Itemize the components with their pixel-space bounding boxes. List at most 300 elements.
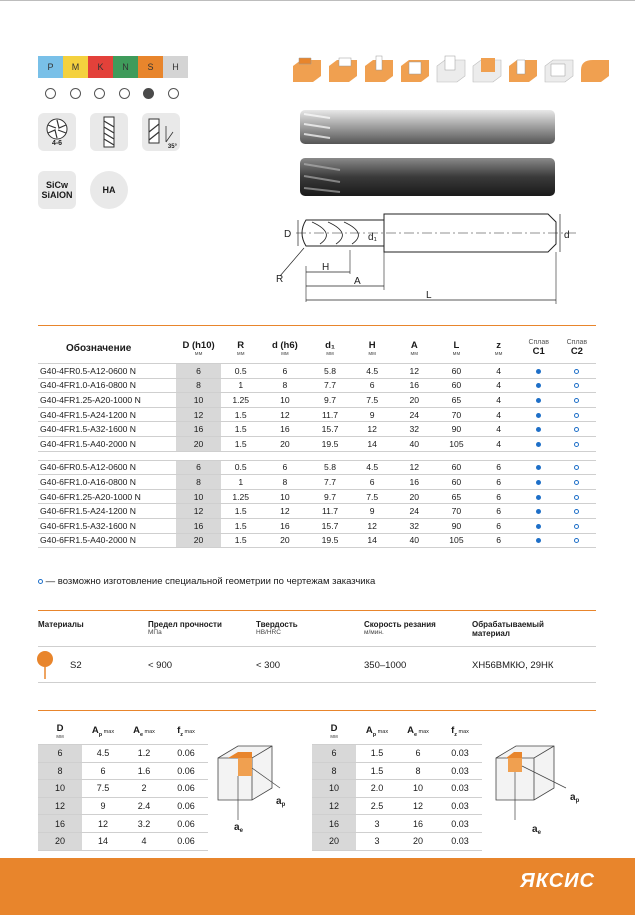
alloy-c2-cell xyxy=(558,393,596,408)
value-cell: 4 xyxy=(478,378,520,393)
value-cell: 90 xyxy=(435,422,477,437)
value-cell: 10 xyxy=(176,489,220,504)
coating-icon xyxy=(38,171,76,209)
coating-line-2: SiAlON xyxy=(41,190,73,200)
helix-angle-icon xyxy=(142,113,180,151)
left-cut-cell: 2 xyxy=(124,780,164,798)
value-cell: 7.7 xyxy=(309,378,351,393)
filled-dot-icon xyxy=(536,495,541,500)
cross-section-icon xyxy=(44,118,70,140)
table-row xyxy=(38,533,596,548)
slot-milling-icon xyxy=(363,52,395,84)
ramping-icon xyxy=(507,52,539,84)
left-cut-cell: 6 xyxy=(82,762,124,780)
value-cell: 4 xyxy=(478,436,520,451)
col-header-unit-5: мм xyxy=(368,350,376,357)
left-cut-cell: 0.06 xyxy=(164,832,208,850)
value-cell: 15.7 xyxy=(309,422,351,437)
value-cell: 16 xyxy=(261,518,309,533)
iso-circle-p xyxy=(45,88,56,99)
right-cut-row xyxy=(312,797,482,815)
value-cell: 6 xyxy=(261,364,309,379)
left-cut-cell: 10 xyxy=(38,780,82,798)
mat-header-materials: Материалы xyxy=(38,620,84,629)
value-cell: 9.7 xyxy=(309,393,351,408)
value-cell: 1.5 xyxy=(221,407,261,422)
group-gap-cell xyxy=(38,451,596,460)
right-cut-cell: 10 xyxy=(312,780,356,798)
col-header-10 xyxy=(558,333,596,364)
left-cut-row xyxy=(38,780,208,798)
cutting-table-left xyxy=(38,718,208,851)
value-cell: 7.7 xyxy=(309,475,351,490)
hollow-dot-icon xyxy=(38,579,43,584)
label-H: H xyxy=(322,262,330,273)
value-cell: 8 xyxy=(176,378,220,393)
alloy-c2-cell xyxy=(558,504,596,519)
right-cut-cell: 0.03 xyxy=(438,797,482,815)
col-header-label-6: A xyxy=(410,339,418,351)
ae-label-right: $a_e$ xyxy=(532,824,541,834)
cutting-right-body xyxy=(312,745,482,851)
right-cut-header-2: $A_e$ max xyxy=(407,724,429,738)
left-cut-cell: 4.5 xyxy=(82,745,124,763)
value-cell: 6 xyxy=(478,475,520,490)
col-header-2 xyxy=(221,333,261,364)
right-cut-row xyxy=(312,832,482,850)
designation-cell: G40-4FR1.5-A40-2000 N xyxy=(38,436,176,451)
hollow-dot-icon xyxy=(574,413,579,418)
value-cell: 20 xyxy=(176,533,220,548)
left-cut-max-2: max xyxy=(143,728,155,735)
value-cell: 8 xyxy=(261,475,309,490)
filled-dot-icon xyxy=(536,398,541,403)
helix-cutter-icon xyxy=(90,113,128,151)
alloy-c1-cell xyxy=(520,422,558,437)
hollow-dot-icon xyxy=(574,427,579,432)
value-cell: 4.5 xyxy=(351,460,393,475)
col-header-unit-7: мм xyxy=(452,350,461,357)
alloy-c1-cell xyxy=(520,364,558,379)
value-cell: 12 xyxy=(261,504,309,519)
mat-header-speed: Скорость резания м/мин. xyxy=(364,620,436,636)
flute-count-icon xyxy=(38,113,76,151)
left-cut-max-1: max xyxy=(102,728,115,735)
value-cell: 12 xyxy=(176,407,220,422)
col-header-label-3: d (h6) xyxy=(271,339,298,351)
table-row xyxy=(38,489,596,504)
value-cell: 60 xyxy=(435,364,477,379)
coating-line-1: SiCw xyxy=(45,180,68,190)
alloy-c1-cell xyxy=(520,436,558,451)
alloy-c2-cell xyxy=(558,533,596,548)
value-cell: 16 xyxy=(261,422,309,437)
left-cut-cell: 1.2 xyxy=(124,745,164,763)
right-cut-header-3: $f_z$ max xyxy=(451,724,469,738)
alloy-c1-cell xyxy=(520,504,558,519)
value-cell: 4 xyxy=(478,407,520,422)
top-divider xyxy=(0,0,635,1)
designation-cell: G40-6FR0.5-A12-0600 N xyxy=(38,460,176,475)
right-cut-cell: 6 xyxy=(398,745,438,763)
value-cell: 60 xyxy=(435,475,477,490)
value-cell: 60 xyxy=(435,378,477,393)
right-cut-max-2: max xyxy=(417,728,429,735)
mat-row-line xyxy=(38,646,596,647)
alloy-c2-cell xyxy=(558,475,596,490)
iso-cell-n: N xyxy=(113,56,138,78)
right-cut-cell: 20 xyxy=(312,832,356,850)
value-cell: 10 xyxy=(261,393,309,408)
col-header-label-1: D (h10) xyxy=(182,339,215,351)
right-cut-cell: 8 xyxy=(398,762,438,780)
alloy-c2-cell xyxy=(558,364,596,379)
filled-dot-icon xyxy=(536,538,541,543)
hollow-dot-icon xyxy=(574,465,579,470)
value-cell: 1.5 xyxy=(221,533,261,548)
value-cell: 8 xyxy=(176,475,220,490)
value-cell: 20 xyxy=(261,533,309,548)
designation-cell: G40-4FR1.25-A20-1000 N xyxy=(38,393,176,408)
mat-header-workpiece: Обрабатываемый материал xyxy=(472,620,544,638)
value-cell: 19.5 xyxy=(309,533,351,548)
label-D: D xyxy=(284,229,292,240)
iso-circle-h xyxy=(168,88,179,99)
value-cell: 4.5 xyxy=(351,364,393,379)
left-cut-cell: 3.2 xyxy=(124,815,164,833)
ap-label-left: $a_p$ xyxy=(276,796,286,808)
table-row xyxy=(38,504,596,519)
value-cell: 12 xyxy=(393,364,435,379)
iso-cell-h: H xyxy=(163,56,188,78)
table-row xyxy=(38,422,596,437)
left-cut-row xyxy=(38,762,208,780)
value-cell: 0.5 xyxy=(221,364,261,379)
mat-bottom-line xyxy=(38,682,596,683)
alloy-c2-cell xyxy=(558,460,596,475)
right-cut-cell: 1.5 xyxy=(356,745,398,763)
dimension-drawing xyxy=(276,212,592,312)
right-cut-row xyxy=(312,745,482,763)
value-cell: 12 xyxy=(393,460,435,475)
label-d: d xyxy=(564,230,570,241)
col-header-6 xyxy=(393,333,435,364)
left-cut-cell: 0.06 xyxy=(164,762,208,780)
materials-block xyxy=(38,620,596,690)
product-table xyxy=(38,333,596,548)
designation-cell: G40-4FR1.5-A24-1200 N xyxy=(38,407,176,422)
value-cell: 6 xyxy=(176,460,220,475)
label-d1: d₁ xyxy=(368,232,377,243)
left-cut-sub-3: z xyxy=(180,731,183,738)
value-cell: 65 xyxy=(435,489,477,504)
left-cut-row xyxy=(38,832,208,850)
iso-selection-circles xyxy=(38,88,185,99)
material-pin-icon xyxy=(36,650,54,680)
left-cut-row xyxy=(38,797,208,815)
alloy-c1-cell xyxy=(520,460,558,475)
value-cell: 1.5 xyxy=(221,422,261,437)
right-cut-cell: 0.03 xyxy=(438,815,482,833)
iso-circle-s xyxy=(143,88,154,99)
left-cut-sub-2: e xyxy=(139,731,143,738)
left-cut-cell: 0.06 xyxy=(164,797,208,815)
value-cell: 9 xyxy=(351,504,393,519)
contour-milling-icon xyxy=(543,52,575,84)
col-header-label-7: L xyxy=(453,339,460,351)
right-cut-cell: 0.03 xyxy=(438,780,482,798)
value-cell: 14 xyxy=(351,436,393,451)
right-cut-row xyxy=(312,780,482,798)
left-cut-row xyxy=(38,815,208,833)
value-cell: 24 xyxy=(393,407,435,422)
right-cut-cell: 12 xyxy=(312,797,356,815)
alloy-c2-cell xyxy=(558,436,596,451)
ae-label-left: $a_e$ xyxy=(234,822,243,834)
right-cut-sub-3: z xyxy=(454,731,457,738)
materials-divider xyxy=(38,610,596,611)
value-cell: 24 xyxy=(393,504,435,519)
iso-cell-m: M xyxy=(63,56,88,78)
hollow-dot-icon xyxy=(574,524,579,529)
profile-milling-icon xyxy=(471,52,503,84)
col-header-label-4: d₁ xyxy=(325,339,335,351)
cutting-left-header xyxy=(38,718,208,745)
left-cut-cell: 4 xyxy=(124,832,164,850)
left-cut-cell: 0.06 xyxy=(164,815,208,833)
value-cell: 12 xyxy=(351,422,393,437)
value-cell: 19.5 xyxy=(309,436,351,451)
value-cell: 9.7 xyxy=(309,489,351,504)
value-cell: 1.5 xyxy=(221,518,261,533)
filled-dot-icon xyxy=(536,480,541,485)
right-cut-cell: 16 xyxy=(398,815,438,833)
operation-icons xyxy=(291,52,611,84)
value-cell: 20 xyxy=(393,489,435,504)
value-cell: 6 xyxy=(176,364,220,379)
left-cut-row xyxy=(38,745,208,763)
value-cell: 16 xyxy=(393,378,435,393)
designation-cell: G40-6FR1.25-A20-1000 N xyxy=(38,489,176,504)
section-divider xyxy=(38,325,596,326)
alloy-c1-cell xyxy=(520,533,558,548)
value-cell: 16 xyxy=(176,422,220,437)
designation-cell: G40-6FR1.5-A32-1600 N xyxy=(38,518,176,533)
col-header-3 xyxy=(261,333,309,364)
right-cut-cell: 20 xyxy=(398,832,438,850)
shoulder-engagement-diagram xyxy=(214,738,298,834)
hollow-dot-icon xyxy=(574,495,579,500)
value-cell: 105 xyxy=(435,533,477,548)
col-header-label-0: Обозначение xyxy=(66,342,132,354)
ha-shank-icon xyxy=(90,171,128,209)
value-cell: 20 xyxy=(261,436,309,451)
value-cell: 4 xyxy=(478,422,520,437)
mat-code: S2 xyxy=(70,660,82,671)
left-cut-cell: 8 xyxy=(38,762,82,780)
table-row xyxy=(38,393,596,408)
col-header-5 xyxy=(351,333,393,364)
value-cell: 14 xyxy=(351,533,393,548)
value-cell: 6 xyxy=(478,489,520,504)
alloy-c2-cell xyxy=(558,489,596,504)
right-cut-cell: 2.0 xyxy=(356,780,398,798)
alloy-c2-cell xyxy=(558,422,596,437)
left-cut-cell: 1.6 xyxy=(124,762,164,780)
right-cut-row xyxy=(312,815,482,833)
value-cell: 7.5 xyxy=(351,393,393,408)
col-header-unit-2: мм xyxy=(236,350,245,357)
note-text: — возможно изготовление специальной геометрии по чертежам заказчика xyxy=(45,576,376,587)
right-cut-sub-1: p xyxy=(372,731,377,738)
value-cell: 0.5 xyxy=(221,460,261,475)
hollow-dot-icon xyxy=(574,369,579,374)
alloy-c1-cell xyxy=(520,475,558,490)
alloy-c1-cell xyxy=(520,518,558,533)
hollow-dot-icon xyxy=(574,442,579,447)
brand-logo: ЯКСИС xyxy=(520,870,595,892)
value-cell: 1 xyxy=(221,378,261,393)
value-cell: 70 xyxy=(435,407,477,422)
flute-count-label: 4-6 xyxy=(51,139,63,147)
alloy-c1-cell xyxy=(520,407,558,422)
col-header-label-2: R xyxy=(237,339,245,351)
iso-cell-s: S xyxy=(138,56,163,78)
left-cut-cell: 7.5 xyxy=(82,780,124,798)
col-header-label-8: z xyxy=(496,339,501,351)
left-cut-cell: 14 xyxy=(82,832,124,850)
right-cut-header-1: $A_p$ max xyxy=(365,724,389,738)
value-cell: 5.8 xyxy=(309,460,351,475)
shoulder-milling-icon xyxy=(327,52,359,84)
hollow-dot-icon xyxy=(574,480,579,485)
table-row xyxy=(38,518,596,533)
col-header-unit-3: мм xyxy=(281,350,289,357)
cutter-side-icon xyxy=(99,115,119,149)
value-cell: 40 xyxy=(393,436,435,451)
right-cut-cell: 0.03 xyxy=(438,832,482,850)
filled-dot-icon xyxy=(536,369,541,374)
col-header-unit-4: мм xyxy=(326,350,334,357)
mat-strength: < 900 xyxy=(148,660,173,671)
right-cut-sub-2: e xyxy=(413,731,417,738)
table-row xyxy=(38,378,596,393)
alloy-c1-cell xyxy=(520,378,558,393)
mat-hardness: < 300 xyxy=(256,660,281,671)
filled-dot-icon xyxy=(536,465,541,470)
col-header-unit-6: мм xyxy=(410,350,419,357)
value-cell: 1.5 xyxy=(221,436,261,451)
product-table-body xyxy=(38,364,596,548)
hollow-dot-icon xyxy=(574,398,579,403)
value-cell: 6 xyxy=(478,504,520,519)
col-header-alloy-9: Сплав xyxy=(528,338,549,346)
cutting-right-header xyxy=(312,718,482,745)
filled-dot-icon xyxy=(536,509,541,514)
right-cut-cell: 3 xyxy=(356,815,398,833)
col-header-0 xyxy=(38,333,176,364)
iso-cell-p: P xyxy=(38,56,63,78)
special-geometry-note xyxy=(38,576,375,587)
right-cut-unit: мм xyxy=(330,733,338,740)
value-cell: 1.25 xyxy=(221,393,261,408)
filled-dot-icon xyxy=(536,442,541,447)
tool-coated xyxy=(300,158,555,196)
value-cell: 60 xyxy=(435,460,477,475)
value-cell: 11.7 xyxy=(309,407,351,422)
right-cut-cell: 0.03 xyxy=(438,745,482,763)
value-cell: 15.7 xyxy=(309,518,351,533)
right-cut-cell: 8 xyxy=(312,762,356,780)
value-cell: 5.8 xyxy=(309,364,351,379)
designation-cell: G40-6FR1.5-A40-2000 N xyxy=(38,533,176,548)
col-header-label-10: C2 xyxy=(570,345,583,357)
alloy-c1-cell xyxy=(520,489,558,504)
left-cut-cell: 0.06 xyxy=(164,745,208,763)
col-header-alloy-10: Сплав xyxy=(566,338,588,346)
cutting-divider xyxy=(38,710,596,711)
right-cut-row xyxy=(312,762,482,780)
value-cell: 12 xyxy=(261,407,309,422)
label-A: A xyxy=(354,276,361,287)
right-cut-cell: 2.5 xyxy=(356,797,398,815)
value-cell: 6 xyxy=(261,460,309,475)
value-cell: 32 xyxy=(393,518,435,533)
value-cell: 4 xyxy=(478,393,520,408)
left-cut-cell: 20 xyxy=(38,832,82,850)
alloy-c2-cell xyxy=(558,378,596,393)
product-table-header xyxy=(38,333,596,364)
table-row xyxy=(38,436,596,451)
left-cut-unit: мм xyxy=(56,733,64,740)
value-cell: 4 xyxy=(478,364,520,379)
left-cut-header-3: $f_z$ max xyxy=(177,724,195,738)
iso-material-strip xyxy=(38,56,188,78)
mat-speed: 350–1000 xyxy=(364,660,407,671)
right-cut-cell: 0.03 xyxy=(438,762,482,780)
left-cut-cell: 9 xyxy=(82,797,124,815)
slot-engagement-diagram xyxy=(492,738,588,834)
col-header-8 xyxy=(478,333,520,364)
value-cell: 1 xyxy=(221,475,261,490)
value-cell: 6 xyxy=(351,475,393,490)
left-cut-cell: 0.06 xyxy=(164,780,208,798)
iso-cell-k: K xyxy=(88,56,113,78)
value-cell: 1.25 xyxy=(221,489,261,504)
col-header-4 xyxy=(309,333,351,364)
value-cell: 20 xyxy=(176,436,220,451)
label-L: L xyxy=(426,290,432,301)
value-cell: 16 xyxy=(393,475,435,490)
left-cut-cell: 16 xyxy=(38,815,82,833)
left-cut-cell: 12 xyxy=(38,797,82,815)
right-cut-cell: 12 xyxy=(398,797,438,815)
col-header-label-9: C1 xyxy=(532,345,545,357)
mat-header-strength: Предел прочности МПа xyxy=(148,620,222,636)
face-milling-icon xyxy=(291,52,323,84)
label-R: R xyxy=(276,274,284,285)
left-cut-max-3: max xyxy=(183,728,195,735)
value-cell: 1.5 xyxy=(221,504,261,519)
filled-dot-icon xyxy=(536,383,541,388)
left-cut-cell: 2.4 xyxy=(124,797,164,815)
value-cell: 7.5 xyxy=(351,489,393,504)
col-header-unit-8: мм xyxy=(494,350,503,357)
hollow-dot-icon xyxy=(574,509,579,514)
plunge-milling-icon xyxy=(435,52,467,84)
right-cut-cell: 16 xyxy=(312,815,356,833)
designation-cell: G40-6FR1.0-A16-0800 N xyxy=(38,475,176,490)
